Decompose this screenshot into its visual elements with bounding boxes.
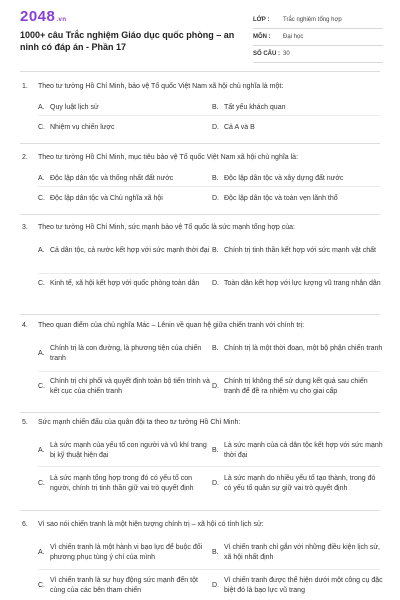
question-number: 5.	[22, 419, 28, 426]
question-stem	[22, 82, 382, 92]
document-header	[0, 0, 400, 60]
site-logo[interactable]	[20, 8, 67, 25]
option-c[interactable]	[38, 377, 210, 397]
question-stem	[22, 418, 382, 428]
option-letter: A.	[38, 549, 45, 556]
option-letter: C.	[38, 480, 45, 487]
meta-key: LỚP :	[253, 17, 270, 23]
option-letter: D.	[212, 383, 219, 390]
option-letter: A.	[38, 447, 45, 454]
option-text: Là sức mạnh của cả dân tộc kết hợp với sức mạnh thời đại	[224, 442, 383, 459]
question-stem	[22, 321, 382, 331]
option-text: Là sức mạnh của yếu tố con người và vũ khí trang bị kỹ thuật hiện đại	[50, 442, 207, 459]
option-separator	[38, 273, 380, 274]
option-text: Vì chiến tranh được thể hiện dưới một công cụ đặc biệt đó là bạo lực vũ trang	[224, 577, 383, 594]
option-text: Chính trị chi phối và quyết định toàn bộ tiến trình và kết cục của chiến tranh	[50, 378, 210, 395]
question-3	[22, 223, 382, 287]
option-text: Cả A và B	[224, 124, 255, 131]
question-text: Sức mạnh chiến đấu của quân đội ta theo tư tưởng Hồ Chí Minh:	[38, 419, 241, 426]
question-divider	[20, 314, 380, 315]
option-c[interactable]	[38, 576, 210, 596]
option-text: Độc lập dân tộc và toàn vẹn lãnh thổ	[224, 195, 338, 202]
question-number: 6.	[22, 521, 28, 528]
option-letter: C.	[38, 195, 45, 202]
option-text: Nhiệm vụ chiến lược	[50, 124, 115, 131]
question-text: Theo tư tưởng Hồ Chí Minh, mục tiêu bảo vệ Tổ quốc Việt Nam xã hội chủ nghĩa là:	[38, 154, 299, 161]
option-letter: C.	[38, 582, 45, 589]
option-letter: B.	[212, 247, 219, 254]
meta-key: MÔN :	[253, 34, 271, 40]
option-letter: B.	[212, 447, 219, 454]
option-letter: A.	[38, 350, 45, 357]
question-text: Vì sao nói chiến tranh là một hiện tượng chính trị – xã hội có tính lịch sử:	[38, 521, 264, 528]
question-5	[22, 418, 383, 492]
option-text: Vì chiến tranh là sự huy động sức mạnh đến tột cùng của các bên tham chiến	[50, 577, 198, 594]
header-divider	[20, 71, 380, 72]
option-a[interactable]	[38, 344, 210, 364]
option-letter: B.	[212, 549, 219, 556]
option-d[interactable]	[212, 194, 384, 204]
option-letter: D.	[212, 280, 219, 287]
option-a[interactable]	[38, 543, 210, 563]
option-letter: D.	[212, 124, 219, 131]
option-text: Chính trị là con đường, là phương tiện của chiến tranh	[50, 345, 202, 362]
question-text: Theo tư tưởng Hồ Chí Minh, sức mạnh bảo vệ Tổ quốc là sức mạnh tổng hợp của:	[38, 224, 295, 231]
option-text: Chính trị không thể sử dụng kết quả sau chiến tranh để đề ra nhiệm vụ cho giai cấp	[224, 378, 368, 395]
option-text: Độc lập dân tộc và Chủ nghĩa xã hội	[50, 195, 163, 202]
option-c[interactable]	[38, 279, 210, 289]
meta-row-count	[253, 46, 383, 63]
option-text: Tất yếu khách quan	[224, 104, 286, 111]
question-4	[22, 321, 383, 395]
option-b[interactable]	[212, 103, 384, 113]
option-a[interactable]	[38, 103, 210, 113]
option-letter: D.	[212, 195, 219, 202]
option-d[interactable]	[212, 576, 384, 596]
meta-value: Đại học	[283, 34, 304, 40]
option-text: Độc lập dân tộc và thống nhất đất nước	[50, 175, 174, 182]
option-text: Độc lập dân tộc và xây dựng đất nước	[224, 175, 344, 182]
option-c[interactable]	[38, 123, 210, 133]
meta-row-subject	[253, 29, 383, 46]
option-b[interactable]	[212, 344, 384, 354]
question-divider	[20, 510, 380, 511]
document-title: 1000+ câu Trắc nghiệm Giáo dục quốc phòng – an ninh có đáp án - Phần 17	[20, 30, 235, 52]
option-text: Vì chiến tranh là một hành vi bạo lực để buộc đối phương phục tùng ý chí của mình	[50, 544, 203, 561]
option-letter: A.	[38, 104, 45, 111]
option-separator	[38, 569, 380, 570]
option-text: Chính trị là một thời đoạn, một bộ phận chiến tranh	[224, 345, 383, 352]
option-letter: A.	[38, 175, 45, 182]
option-d[interactable]	[212, 123, 384, 133]
meta-value: 30	[283, 51, 290, 57]
question-divider	[20, 412, 380, 413]
option-b[interactable]	[212, 441, 384, 461]
question-stem	[22, 520, 382, 530]
option-a[interactable]	[38, 246, 210, 256]
option-text: Toàn dân kết hợp với lực lượng vũ trang nhân dân	[224, 280, 381, 287]
option-b[interactable]	[212, 543, 384, 563]
option-text: Vì chiến tranh chỉ gắn với những điều kiện lịch sử, xã hội nhất định	[224, 544, 380, 561]
option-letter: B.	[212, 175, 219, 182]
option-text: Cả dân tộc, cả nước kết hợp với sức mạnh thời đại	[50, 247, 210, 254]
option-text: Kinh tế, xã hội kết hợp với quốc phòng toàn dân	[50, 280, 200, 287]
option-text: Là sức mạnh tổng hợp trong đó có yếu tố con người, chính trị tinh thần giữ vai trò quyết định	[50, 475, 194, 492]
option-letter: D.	[212, 582, 219, 589]
option-d[interactable]	[212, 279, 384, 289]
meta-key: SỐ CÂU :	[253, 51, 280, 57]
document-meta	[253, 12, 383, 63]
question-number: 3.	[22, 224, 28, 231]
option-d[interactable]	[212, 377, 384, 397]
option-letter: C.	[38, 383, 45, 390]
option-letter: B.	[212, 345, 219, 352]
brand-tld: .vn	[56, 17, 67, 23]
question-1	[22, 82, 382, 131]
question-stem	[22, 223, 382, 233]
question-stem	[22, 153, 382, 163]
question-divider	[20, 143, 380, 144]
option-b[interactable]	[212, 174, 384, 184]
question-text: Theo tư tưởng Hồ Chí Minh, bảo vệ Tổ quốc Việt Nam xã hội chủ nghĩa là một:	[38, 83, 284, 90]
option-letter: A.	[38, 247, 45, 254]
meta-row-class	[253, 12, 383, 29]
question-text: Theo quan điểm của chủ nghĩa Mác – Lênin về quan hệ giữa chiến tranh với chính trị:	[38, 322, 305, 329]
question-number: 1.	[22, 83, 28, 90]
question-number: 4.	[22, 322, 28, 329]
option-a[interactable]	[38, 174, 210, 184]
option-letter: D.	[212, 480, 219, 487]
question-6	[22, 520, 383, 594]
option-text: Chính trị tinh thần kết hợp với sức mạnh vật chất	[224, 247, 376, 254]
option-c[interactable]	[38, 474, 210, 494]
question-number: 2.	[22, 154, 28, 161]
option-separator	[38, 371, 380, 372]
option-letter: C.	[38, 280, 45, 287]
meta-value: Trắc nghiệm tổng hợp	[283, 17, 342, 23]
option-d[interactable]	[212, 474, 384, 494]
option-b[interactable]	[212, 246, 384, 256]
brand-name: 2048	[20, 8, 56, 25]
option-separator	[38, 115, 380, 116]
question-2	[22, 153, 382, 202]
option-text: Quy luật lịch sử	[50, 104, 99, 111]
option-c[interactable]	[38, 194, 210, 204]
question-divider	[20, 214, 380, 215]
option-letter: C.	[38, 124, 45, 131]
option-separator	[38, 186, 380, 187]
option-letter: B.	[212, 104, 219, 111]
option-text: Là sức mạnh do nhiều yếu tố tạo thành, trong đó có yếu tố quân sự giữ vai trò quyết định	[224, 475, 376, 492]
option-a[interactable]	[38, 441, 210, 461]
option-separator	[38, 466, 380, 467]
